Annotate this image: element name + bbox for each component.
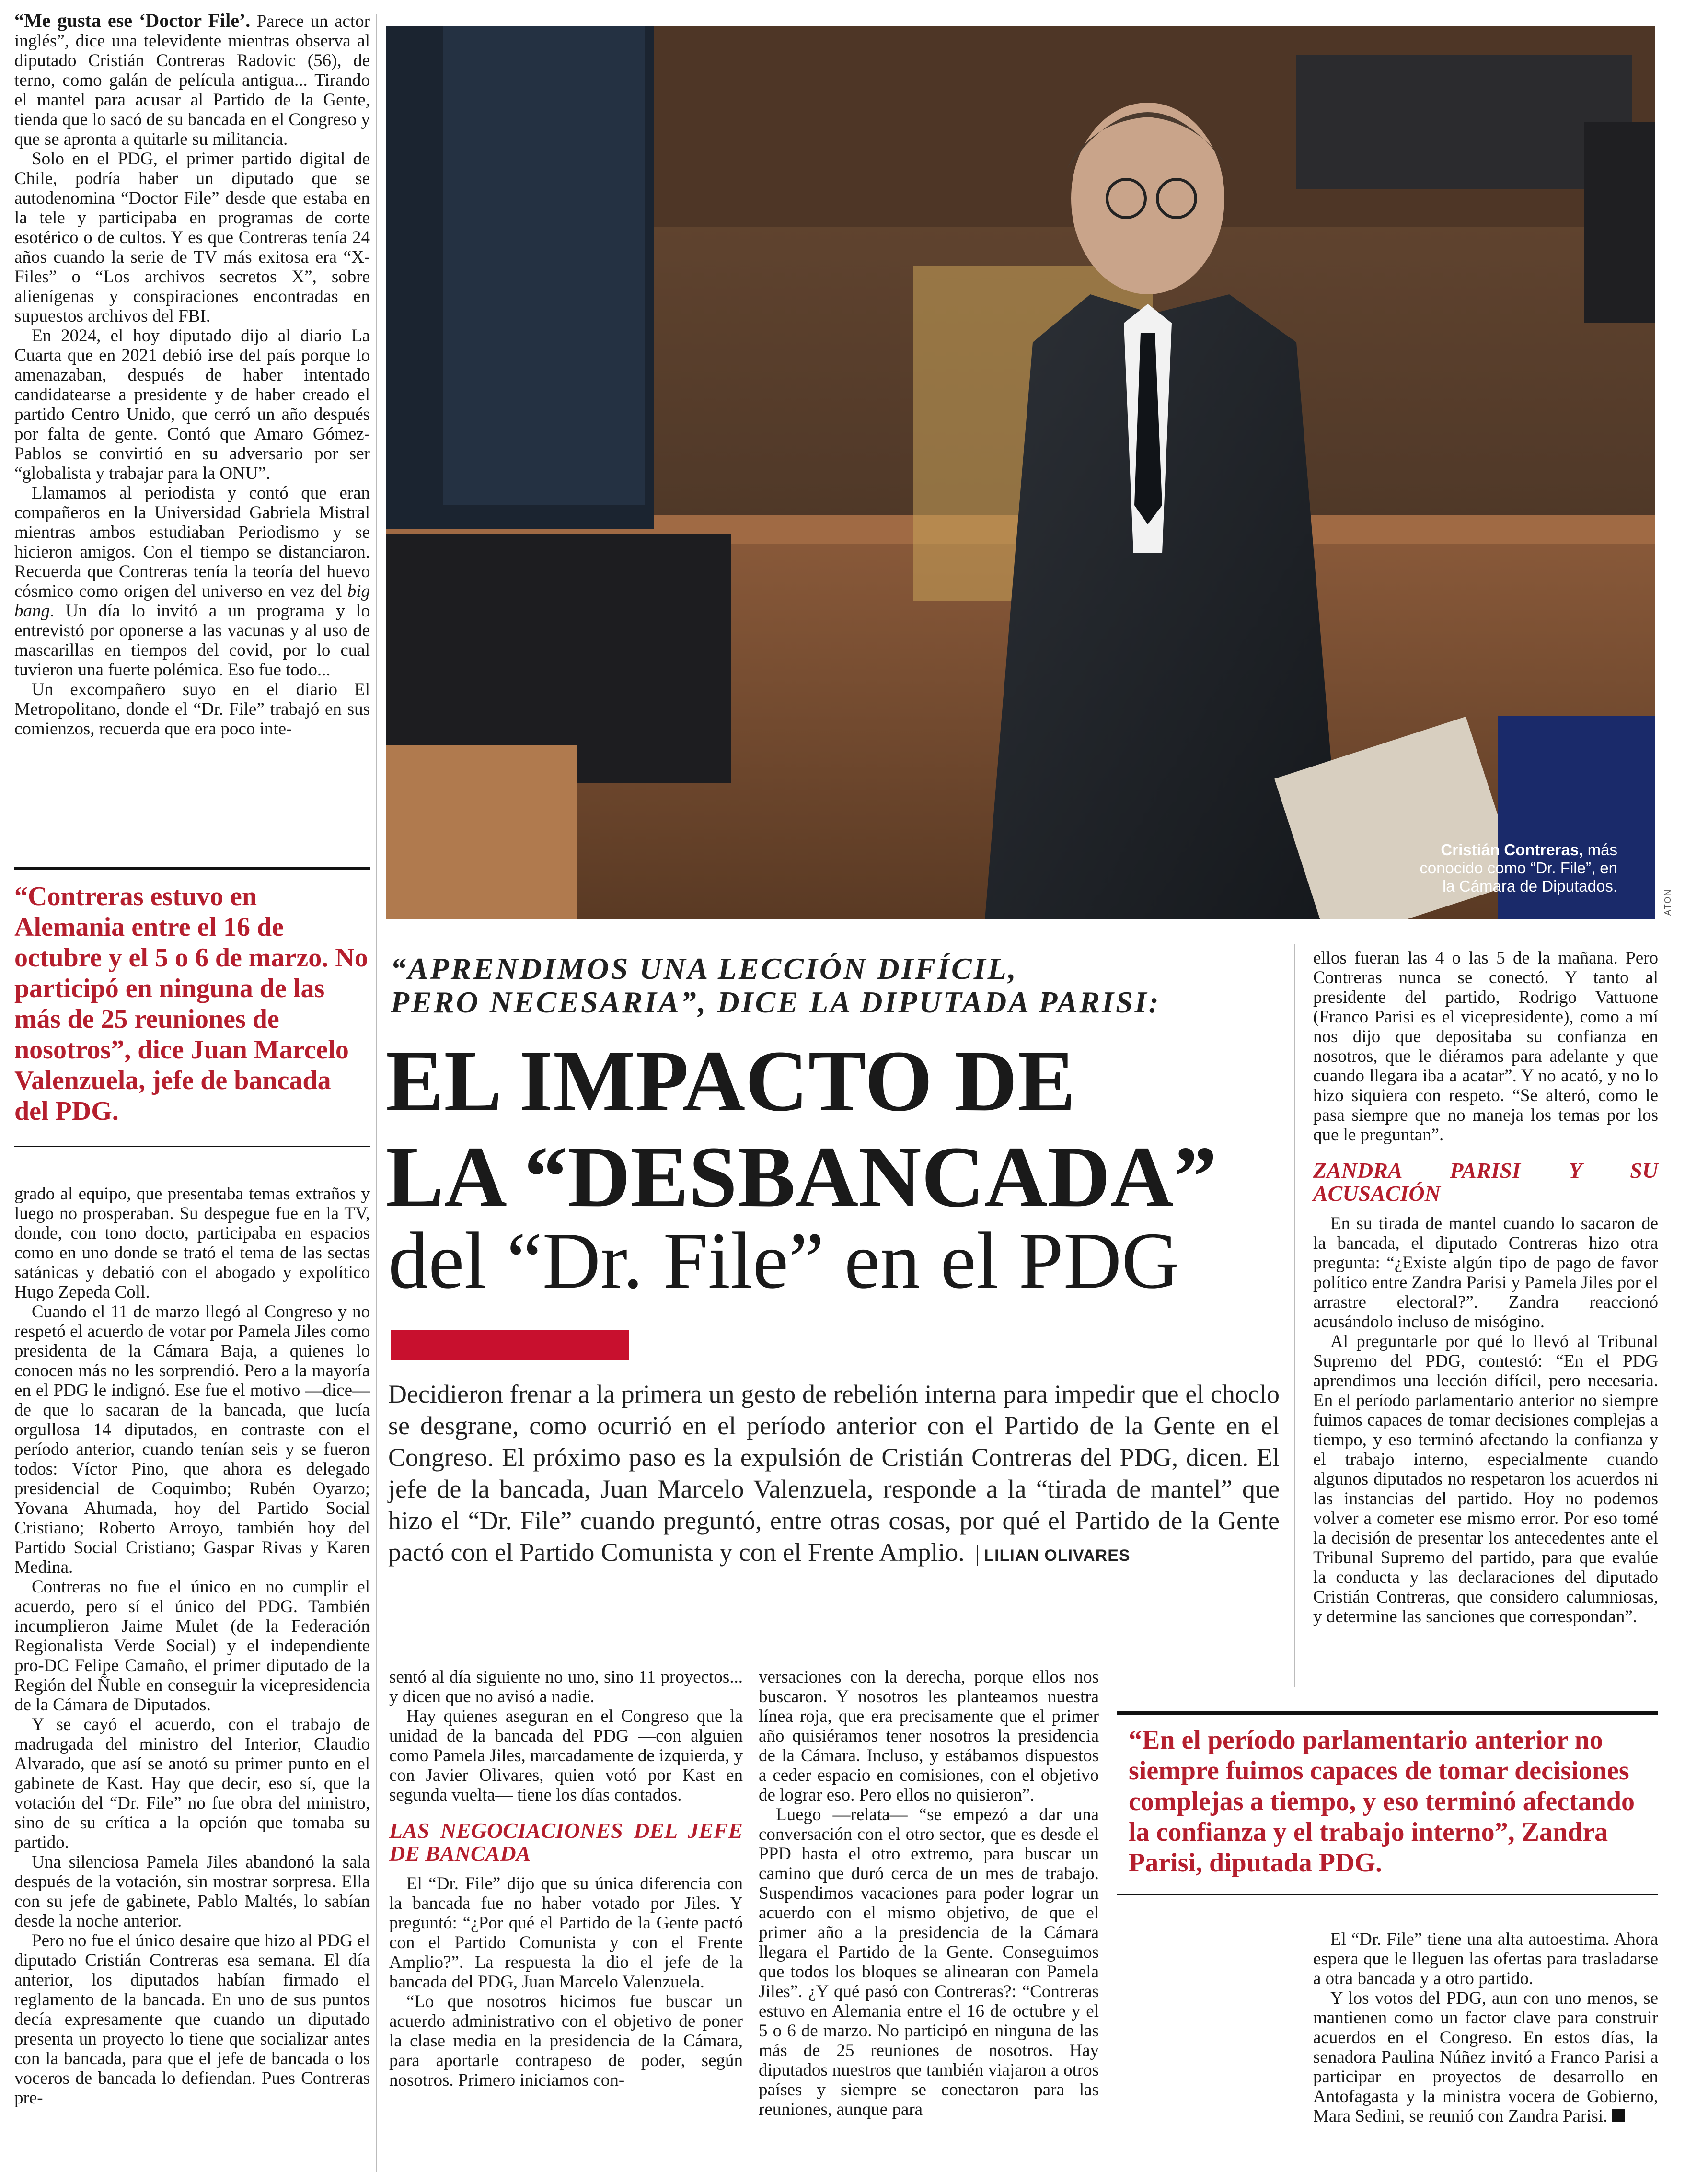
column-2 xyxy=(389,1667,743,2090)
divider xyxy=(1117,1711,1658,1715)
divider xyxy=(14,1146,370,1147)
kicker-line: PERO NECESARIA”, DICE LA DIPUTADA PARISI: xyxy=(391,985,1161,1019)
paragraph: Luego —relata— “se empezó a dar una conversación con el otro sector, que es desde el PPD hasta el otro extremo, para buscar un camino que duró cerca de un mes de trabajo. Suspendimos vacaciones para poder lograr un acuerdo con el mismo objetivo, de que el primer año a la presidencia de la Cámara llegara el Partido de la Gente. Conseguimos que todos los bloques se alinearan con Pamela Jiles”. ¿Y qué pasó con Contreras?: “Contreras estuvo en Alemania entre el 16 de octubre y el 5 o 6 de marzo. No participó en ninguna de las más de 25 reuniones de nosotros. Hay diputados nuestros que también viajaron a otros países y siempre se conectaron para las reuniones, aunque para xyxy=(759,1805,1099,2119)
caption-name: Cristián Contreras, xyxy=(1441,841,1583,859)
byline: LILIAN OLIVARES xyxy=(984,1546,1131,1565)
subheading: LAS NEGOCIACIONES DEL JEFE DE BANCADA xyxy=(389,1818,743,1866)
paragraph: “Lo que nosotros hicimos fue buscar un acuerdo administrativo con el objetivo de poner la clase media en la presidencia de la Cámara, para aportarle contrapeso de poder, según nosotros. Primero iniciamos con- xyxy=(389,1992,743,2090)
paragraph: Y se cayó el acuerdo, con el trabajo de madrugada del ministro del Interior, Claudio Alvarado, que así se anotó su primer punto en el gabinete de Kast. Hay que decir, eso sí, que la votación del “Dr. File” no fue obra del ministro, sino de su crítica a la opción que tomaba su partido. xyxy=(14,1715,370,1852)
subheading: ZANDRA PARISI Y SU ACUSACIÓN xyxy=(1313,1158,1658,1206)
paragraph: En 2024, el hoy diputado dijo al diario La Cuarta que en 2021 debió irse del país porque lo amenazaban, después de haber intentado candidatearse a presidente y de haber creado el partido Centro Unido, que cerró un año después por falta de gente. Contó que Amaro Gómez-Pablos se convirtió en su adversario por ser “globalista y trabajar para la ONU”. xyxy=(14,326,370,483)
photo-credit: ATON xyxy=(1663,888,1673,916)
headline-line: EL IMPACTO DE xyxy=(386,1033,1076,1129)
paragraph: El “Dr. File” dijo que su única diferencia con la bancada fue no haber votado por Jiles. Y preguntó: “¿Por qué el Partido de la Gente pactó con el Partido Comunista y con el Frente Amplio?”. La respuesta la dio el jefe de la bancada del PDG, Juan Marcelo Valenzuela. xyxy=(389,1874,743,1992)
lead-in: “Me gusta ese ‘Doctor File’. xyxy=(14,10,251,31)
italic-term: big bang xyxy=(14,581,370,621)
paragraph: Al preguntarle por qué lo llevó al Tribunal Supremo del PDG, contestó: “En el PDG aprendimos una lección difícil, pero necesaria. En el período parlamentario anterior no siempre fuimos capaces de tomar decisiones complejas a tiempo, y eso terminó afectando la confianza y el trabajo interno, especialmente cuando algunos diputados no respetaron los acuerdos ni las instancias del partido. Hoy no podemos volver a cometer ese mismo error. Por eso tomé la decisión de presentar los antecedentes ante el Tribunal Supremo del partido, para que evalúe la conducta y las declaraciones del diputado Cristián Contreras, que considero calumniosas, y determine las sanciones que correspondan”. xyxy=(1313,1332,1658,1626)
divider xyxy=(1117,1894,1658,1895)
photo-caption xyxy=(1416,841,1617,895)
paragraph: El “Dr. File” tiene una alta autoestima. Ahora espera que le lleguen las ofertas para trasladarse a otra bancada y a otro partido. xyxy=(1313,1929,1658,1988)
caption-text: más conocido como “Dr. File”, en la Cámara de Diputados. xyxy=(1420,841,1617,895)
pull-quote-valenzuela: “Contreras estuvo en Alemania entre el 16 de octubre y el 5 o 6 de marzo. No participó en ninguna de las más de 25 reuniones de nosotros”, dice Juan Marcelo Valenzuela, jefe de bancada del PDG. xyxy=(14,882,368,1126)
paragraph: versaciones con la derecha, porque ellos nos buscaron. Y nosotros les planteamos nuestra línea roja, que era precisamente que el primer año quisiéramos tener nosotros la presidencia de la Cámara. Incluso, y estábamos dispuestos a ceder espacio en comisiones, con el objetivo de lograr eso. Pero ellos no quisieron”. xyxy=(759,1667,1099,1805)
paragraph-text: Y los votos del PDG, aun con uno menos, se mantienen como un factor clave para construir acuerdos en el Congreso. En estos días, la senadora Paulina Núñez invitó a Franco Parisi a participar en proyectos de desarrollo en Antofagasta y la ministra vocera de Gobierno, Mara Sedini, se reunió con Zandra Parisi. xyxy=(1313,1988,1658,2126)
paragraph-text: . Un día lo invitó a un programa y lo entrevistó por oponerse a las vacunas y al uso de mascarillas en tiempos del covid, por lo cual tuvieron una fuerte polémica. Eso fue todo... xyxy=(14,601,370,680)
paragraph xyxy=(14,11,370,149)
column-1-bottom xyxy=(14,1184,370,2108)
headline-secondary: del “Dr. File” en el PDG xyxy=(388,1216,1180,1305)
paragraph xyxy=(14,483,370,680)
chamber-photo-illustration xyxy=(386,26,1655,919)
paragraph: En su tirada de mantel cuando lo sacaron de la bancada, el diputado Contreras hizo otra pregunta: “¿Existe algún tipo de pago de favor político entre Zandra Parisi y Pamela Jiles por el arrastre electoral?”. Zandra reaccionó acusándolo incluso de misógino. xyxy=(1313,1214,1658,1332)
headline-main xyxy=(386,1034,1296,1225)
paragraph-text: Parece un actor inglés”, dice una televidente mientras observa al diputado Cristián Contreras Radovic (56), de terno, como galán de película antigua... Tirando el mantel para acusar al Partido de la Gente, tienda que lo sacó de su bancada en el Congreso y que se apronta a quitarle su militancia. xyxy=(14,12,370,149)
paragraph: Hay quienes aseguran en el Congreso que la unidad de la bancada del PDG —con alguien como Pamela Jiles, marcadamente de izquierda, y con Javier Olivares, quien votó por Kast en segunda vuelta— tiene los días contados. xyxy=(389,1707,743,1805)
paragraph: Cuando el 11 de marzo llegó al Congreso y no respetó el acuerdo de votar por Pamela Jiles como presidenta de la Cámara Baja, a quienes lo conocen más no les sorprendió. Pero a la mayoría en el PDG le indignó. Ese fue el motivo —dice— de que lo sacaran de la bancada, que lucía orgullosa 14 diputados, en contraste con el período anterior, cuando tenían seis y se fueron todos: Víctor Pino, que ahora es delegado presidencial de Coquimbo; Rubén Oyarzo; Yovana Ahumada, hoy del Partido Social Cristiano; Roberto Arroyo, también hoy del Partido Social Cristiano; Gaspar Rivas y Karen Medina. xyxy=(14,1302,370,1577)
deck xyxy=(388,1378,1280,1571)
paragraph xyxy=(1313,1988,1658,2126)
divider xyxy=(14,867,370,870)
pull-quote-parisi: “En el período parlamentario anterior no siempre fuimos capaces de tomar decisiones complejas a tiempo, y eso terminó afectando la confianza y el trabajo interno”, Zandra Parisi, diputada PDG. xyxy=(1129,1725,1635,1878)
column-4 xyxy=(1313,948,1658,1626)
paragraph-text: Llamamos al periodista y contó que eran compañeros en la Universidad Gabriela Mistral mientras ambos estudiaban Periodismo y se hicieron amigos. Con el tiempo se distanciaron. Recuerda que Contreras tenía la teoría del huevo cósmico como origen del universo en vez del xyxy=(14,483,370,601)
column-1-top xyxy=(14,11,370,739)
kicker-line: “APRENDIMOS UNA LECCIÓN DIFÍCIL, xyxy=(391,952,1018,986)
byline-separator xyxy=(977,1545,978,1566)
deck-text: Decidieron frenar a la primera un gesto de rebelión interna para impedir que el choclo se desgrane, como ocurrió en el período anterior con el Partido de la Gente en el Congreso. El próximo paso es la expulsión de Cristián Contreras del PDG, dicen. El jefe de la bancada, Juan Marcelo Valenzuela, responde a la “tirada de mantel” que hizo el “Dr. File” cuando preguntó, entre otras cosas, por qué el Partido de la Gente pactó con el Partido Comunista y con el Frente Amplio. xyxy=(388,1380,1280,1567)
paragraph: grado al equipo, que presentaba temas extraños y luego no prosperaban. Su despegue fue en la TV, donde, con tono docto, participaba en espacios como en uno donde se trató el tema de las sectas satánicas y debatió con el abogado y expolítico Hugo Zepeda Coll. xyxy=(14,1184,370,1302)
paragraph: Solo en el PDG, el primer partido digital de Chile, podría haber un diputado que se autodenomina “Doctor File” desde que estaba en la tele y participaba en programas de corte esotérico o de cultos. Y es que Contreras tenía 24 años cuando la serie de TV más exitosa era “X-Files” o “Los archivos secretos X”, sobre alienígenas y conspiraciones encontradas en supuestos archivos del FBI. xyxy=(14,149,370,326)
end-mark xyxy=(1612,2109,1625,2122)
column-3 xyxy=(759,1667,1099,2119)
paragraph: Un excompañero suyo en el diario El Metropolitano, donde el “Dr. File” trabajó en sus comienzos, recuerda que era poco inte- xyxy=(14,680,370,739)
paragraph: Pero no fue el único desaire que hizo al PDG el diputado Cristián Contreras esa semana. El día anterior, los diputados habían firmado el reglamento de la bancada. En uno de sus puntos decía expresamente que cuando un diputado presenta un proyecto lo tiene que socializar antes con la bancada, para que el jefe de bancada o los voceros de bancada lo defiendan. Pues Contreras pre- xyxy=(14,1931,370,2108)
paragraph: Contreras no fue el único en no cumplir el acuerdo, pero sí el único del PDG. También incumplieron Jaime Mulet (de la Federación Regionalista Verde Social) y el independiente pro-DC Felipe Camaño, el primer diputado de la Región del Ñuble en conseguir la vicepresidencia de la Cámara de Diputados. xyxy=(14,1577,370,1715)
paragraph: ellos fueran las 4 o las 5 de la mañana. Pero Contreras nunca se conectó. Y tanto al presidente del partido, Rodrigo Vattuone (Franco Parisi es el vicepresidente), como a mí nos dijo que depositaba su confianza en nosotros, que le diéramos para adelante y que cuando llegara iba a acatar”. Y no acató, y no lo hizo siquiera con respeto. “Se alteró, como le pasa siempre que no maneja los temas por los que le preguntan”. xyxy=(1313,948,1658,1145)
paragraph: Una silenciosa Pamela Jiles abandonó la sala después de la votación, sin mostrar sorpresa. Ella con su jefe de gabinete, Pablo Maltés, lo sabían desde la noche anterior. xyxy=(14,1852,370,1931)
headline-line: LA “DESBANCADA” xyxy=(386,1129,1217,1225)
kicker xyxy=(391,952,1282,1019)
column-separator xyxy=(1294,944,1295,1687)
column-separator xyxy=(376,14,377,2172)
lead-photo xyxy=(386,26,1655,919)
paragraph: sentó al día siguiente no uno, sino 11 proyectos... y dicen que no avisó a nadie. xyxy=(389,1667,743,1707)
accent-bar xyxy=(391,1330,629,1360)
column-4-bottom xyxy=(1313,1929,1658,2126)
